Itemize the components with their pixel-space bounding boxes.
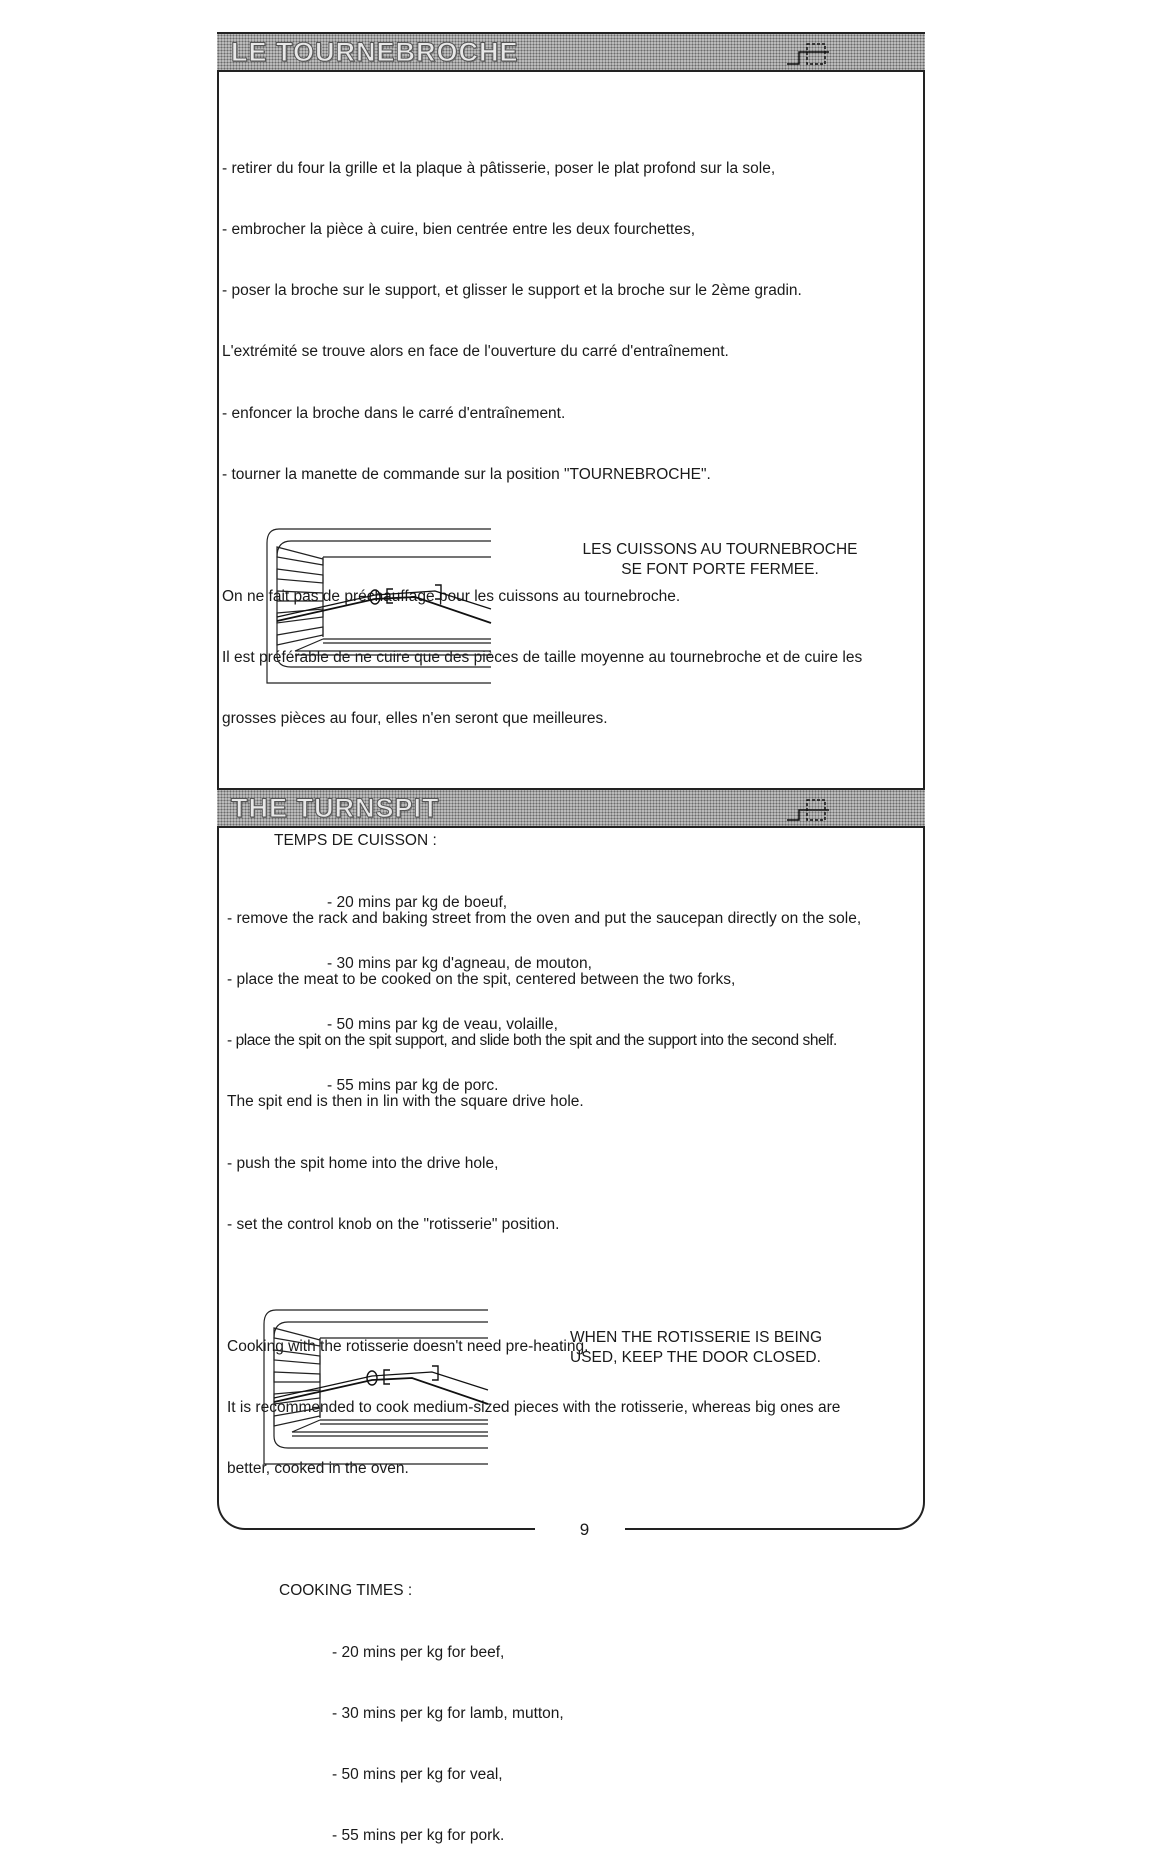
oven-rotisserie-illustration-fr xyxy=(265,527,505,692)
step-line: - tourner la manette de commande sur la position "TOURNEBROCHE". xyxy=(222,465,711,483)
caption-line: WHEN THE ROTISSERIE IS BEING xyxy=(570,1329,823,1346)
note-line: On ne fait pas de préchauffage pour les cuissons au tournebroche. xyxy=(222,587,681,605)
cooking-time-item: - 30 mins per kg for lamb, mutton, xyxy=(332,1704,564,1722)
oven-rotisserie-illustration-en xyxy=(262,1308,502,1473)
note-line: better, cooked in the oven. xyxy=(227,1460,409,1478)
caption-line: SE FONT PORTE FERMEE. xyxy=(621,561,819,578)
note-line: Cooking with the rotisserie doesn't need pre-heating. xyxy=(227,1337,589,1355)
cooking-times-heading-en: COOKING TIMES : xyxy=(279,1582,413,1600)
caption-en xyxy=(570,1328,860,1368)
note-line: Il est préférable de ne cuire que des pièces de taille moyenne au tournebroche et de cuire les xyxy=(222,649,863,667)
step-line: - set the control knob on the "rotisserie" position. xyxy=(227,1215,560,1233)
cooking-time-item: - 50 mins per kg for veal, xyxy=(332,1766,503,1784)
cooking-time-item: - 55 mins per kg for pork. xyxy=(332,1827,505,1845)
step-line: - poser la broche sur le support, et glisser le support et la broche sur le 2ème gradin. xyxy=(222,282,802,300)
section-banner-fr xyxy=(217,32,925,72)
step-line: - enfoncer la broche dans le carré d'entraînement. xyxy=(222,404,566,422)
caption-line: LES CUISSONS AU TOURNEBROCHE xyxy=(582,541,858,558)
cooking-time-item: - 50 mins par kg de veau, volaille, xyxy=(327,1016,558,1034)
step-line: The spit end is then in lin with the square drive hole. xyxy=(227,1093,584,1111)
cooking-time-item: - 20 mins per kg for beef, xyxy=(332,1643,505,1661)
step-line: - retirer du four la grille et la plaque à pâtisserie, poser le plat profond sur la sole, xyxy=(222,159,776,177)
caption-line: USED, KEEP THE DOOR CLOSED. xyxy=(570,1349,821,1366)
page-number: 9 xyxy=(579,1520,590,1539)
step-line: L'extrémité se trouve alors en face de l'ouverture du carré d'entraînement. xyxy=(222,343,729,361)
cooking-time-item: - 30 mins par kg d'agneau, de mouton, xyxy=(327,954,592,972)
step-line: - remove the rack and baking street from the oven and put the saucepan directly on the sole, xyxy=(227,909,862,927)
section-title-en: THE TURNSPIT xyxy=(231,793,440,823)
step-line: - place the meat to be cooked on the spit, centered between the two forks, xyxy=(227,971,736,989)
note-line: It is recommended to cook medium-sized pieces with the rotisserie, whereas big ones are xyxy=(227,1399,841,1417)
rotisserie-symbol-icon xyxy=(785,40,835,68)
rotisserie-symbol-icon xyxy=(785,796,835,824)
caption-fr xyxy=(565,540,875,580)
note-line: grosses pièces au four, elles n'en seront que meilleures. xyxy=(222,710,608,728)
cooking-times-heading-fr: TEMPS DE CUISSON : xyxy=(274,832,437,850)
cooking-time-item: - 55 mins par kg de porc. xyxy=(327,1077,499,1095)
step-line: - push the spit home into the drive hole, xyxy=(227,1154,499,1172)
section-title-fr: LE TOURNEBROCHE xyxy=(231,37,519,67)
step-line: - embrocher la pièce à cuire, bien centrée entre les deux fourchettes, xyxy=(222,221,696,239)
cooking-time-item: - 20 mins par kg de boeuf, xyxy=(327,893,508,911)
section-banner-en xyxy=(217,788,925,828)
step-line: - place the spit on the spit support, and slide both the spit and the support into the second shelf. xyxy=(227,1032,837,1050)
